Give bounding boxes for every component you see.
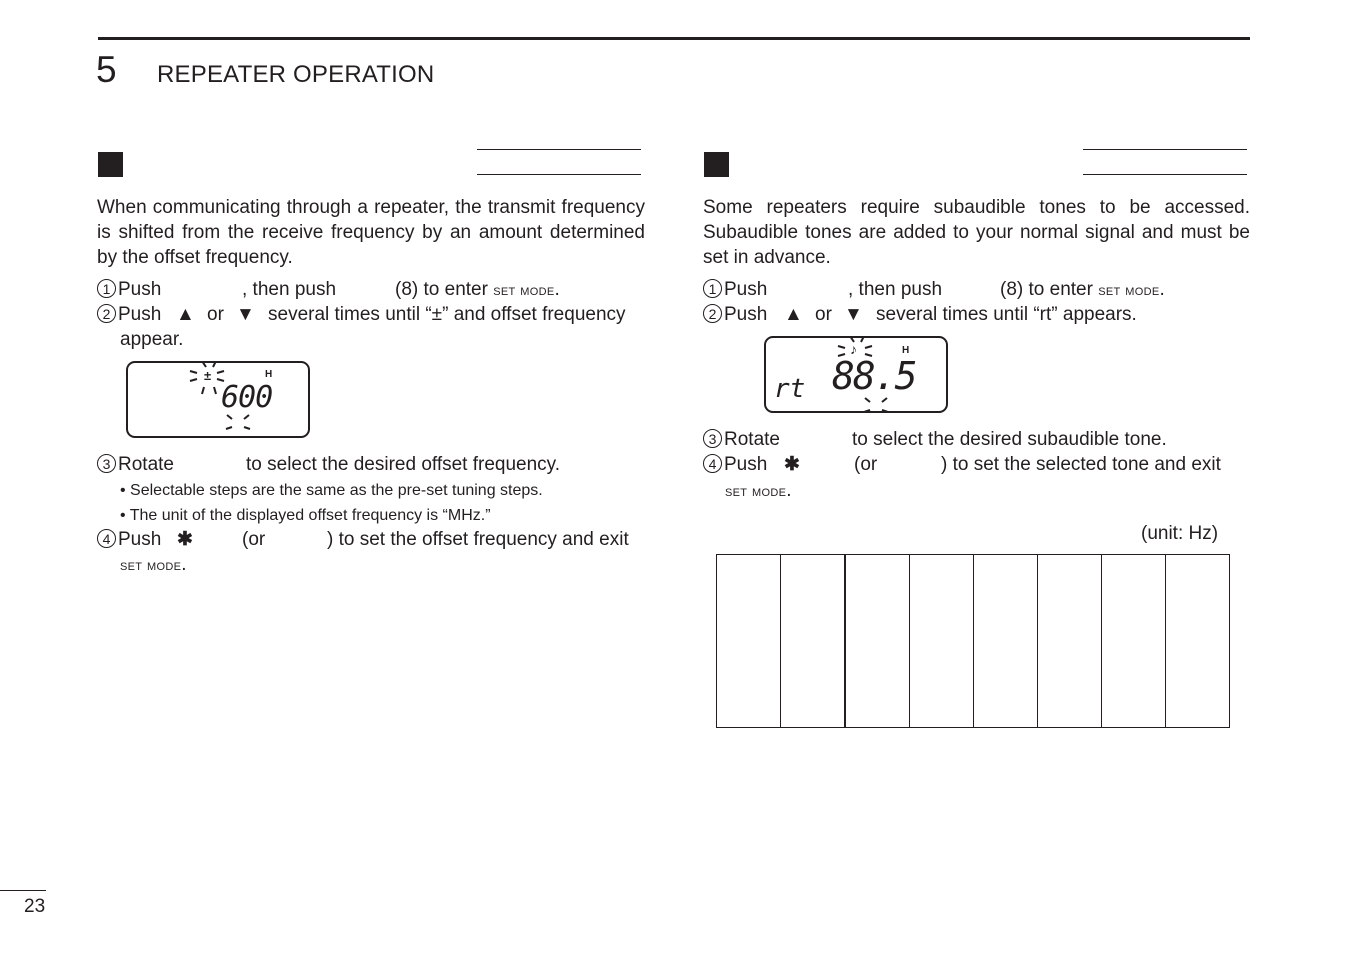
- left-step2: 2 Push: [97, 302, 161, 327]
- chapter-title: REPEATER OPERATION: [157, 61, 435, 88]
- down-triangle-icon: ▼: [236, 304, 255, 325]
- table-cell: [1038, 555, 1102, 728]
- asterisk-key-icon: ✱: [784, 454, 800, 475]
- right-step2-or: or: [815, 304, 832, 325]
- table-cell: [910, 555, 974, 728]
- left-step3: 3 Rotate: [97, 452, 174, 477]
- up-triangle-icon: ▲: [784, 304, 803, 325]
- right-step2: 2 Push: [703, 302, 767, 327]
- lcd-plusminus: ±: [204, 368, 212, 383]
- left-step1: 1 Push: [97, 277, 161, 302]
- chapter-number: 5: [96, 49, 117, 90]
- unit-label: (unit: Hz): [1141, 523, 1219, 544]
- table-row: [717, 555, 1230, 728]
- section-rule-right-bottom: [1083, 174, 1247, 175]
- lcd-tone-digits: 88.5: [832, 354, 916, 398]
- left-note-2: • The unit of the displayed offset frequency is “MHz.”: [120, 507, 491, 524]
- asterisk-key-icon: ✱: [177, 529, 193, 550]
- left-step2-or: or: [207, 304, 224, 325]
- section-rule-right-top: [1083, 149, 1247, 150]
- table-cell: [781, 555, 846, 728]
- left-step4-mode: set mode.: [120, 554, 187, 575]
- right-step4: 4 Push: [703, 452, 767, 477]
- right-step3: 3 Rotate: [703, 427, 780, 452]
- right-step1-key: (8) to enter set mode.: [1000, 279, 1165, 300]
- right-step1-then: , then push: [848, 279, 943, 300]
- down-triangle-icon: ▼: [844, 304, 863, 325]
- table-cell: [1102, 555, 1166, 728]
- table-cell: [845, 555, 910, 728]
- lcd-display-tone: [764, 336, 948, 413]
- right-step3-text: to select the desired subaudible tone.: [852, 429, 1167, 450]
- left-step3-text: to select the desired offset frequency.: [246, 454, 561, 475]
- page-number: 23: [24, 896, 46, 917]
- left-step4: 4 Push: [97, 527, 161, 552]
- left-step2-cont: appear.: [120, 329, 184, 350]
- right-intro: Some repeaters require subaudible tones to be accessed. Subaudible tones are added to your normal signal and must be set in advance.: [703, 197, 1250, 268]
- left-step1-then: , then push: [242, 279, 337, 300]
- lcd-offset-digits: 600: [221, 380, 273, 415]
- lcd-rt-label: rt: [774, 374, 806, 404]
- left-step4-or: (or: [242, 529, 266, 550]
- lcd-display-offset: [126, 361, 310, 438]
- section-rule-left-top: [477, 149, 641, 150]
- lcd-tone-symbol: ♪: [850, 341, 857, 357]
- section-bullet-left: [98, 152, 123, 177]
- right-step4-mode: set mode.: [725, 480, 792, 501]
- table-cell: [717, 555, 781, 728]
- page-number-rule: [0, 890, 46, 891]
- left-step1-key: (8) to enter set mode.: [395, 279, 560, 300]
- left-step2-text: several times until “±” and offset frequency: [268, 304, 626, 325]
- left-step4-text: ) to set the offset frequency and exit: [327, 529, 629, 550]
- right-step1: 1 Push: [703, 277, 767, 302]
- lcd-segments: [128, 363, 308, 436]
- section-rule-left-bottom: [477, 174, 641, 175]
- lcd-h-indicator: H: [265, 369, 273, 380]
- section-bullet-right: [704, 152, 729, 177]
- header-rule: [98, 37, 1250, 40]
- table-cell: [974, 555, 1038, 728]
- table-cell: [1166, 555, 1230, 728]
- right-step2-text: several times until “rt” appears.: [876, 304, 1137, 325]
- left-note-1: • Selectable steps are the same as the pre-set tuning steps.: [120, 482, 543, 499]
- lcd-h-indicator: H: [902, 345, 910, 356]
- right-step4-text: ) to set the selected tone and exit: [941, 454, 1221, 475]
- tone-table: [716, 554, 1230, 728]
- right-step4-or: (or: [854, 454, 878, 475]
- left-intro: When communicating through a repeater, the transmit frequency is shifted from the receive frequency by an amount determined by the offset frequency.: [97, 197, 645, 268]
- up-triangle-icon: ▲: [176, 304, 195, 325]
